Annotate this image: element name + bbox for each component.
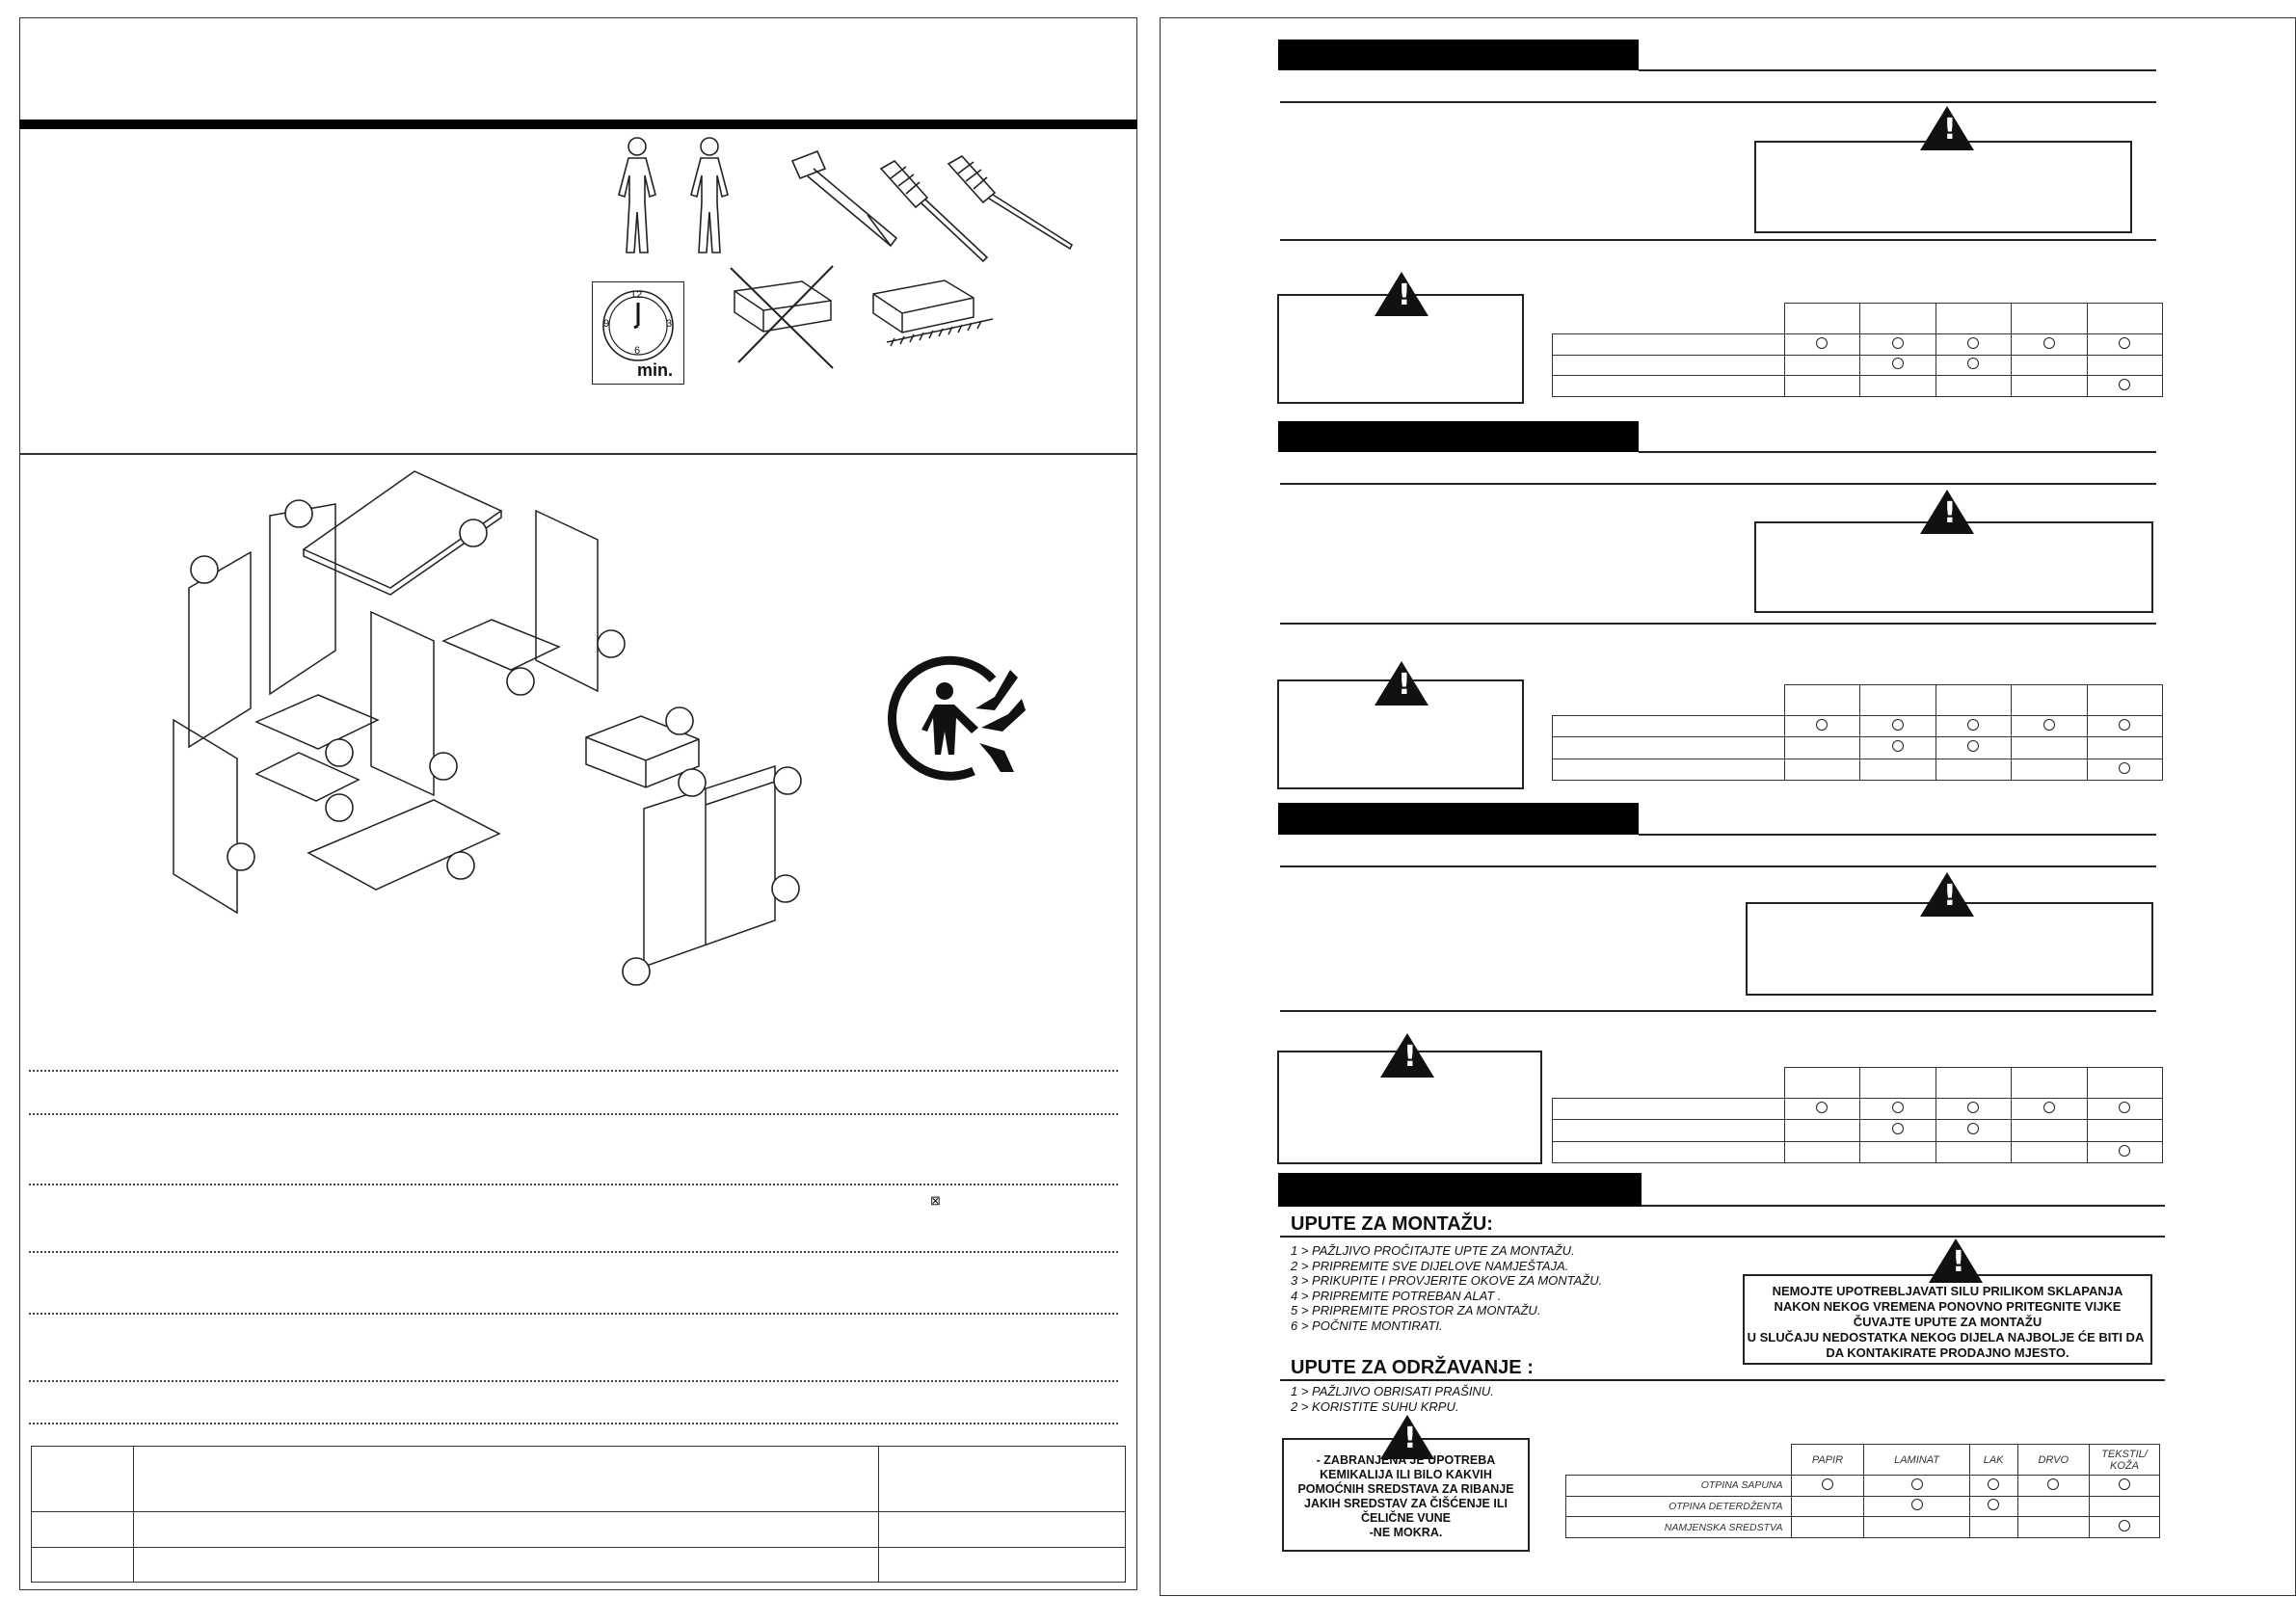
clock-number-9: 9 [603, 318, 610, 330]
resistance-table-blank [1552, 1067, 2163, 1163]
check-circle-icon [1911, 1478, 1923, 1490]
dotted-line [29, 1184, 1118, 1185]
warning-box [1754, 521, 2153, 613]
table-row [1566, 1496, 2160, 1517]
column-header: LAMINAT [1864, 1445, 1969, 1476]
check-circle-icon [1988, 1478, 1999, 1490]
section-4-rule [1642, 1205, 2165, 1207]
dotted-line [29, 1313, 1118, 1315]
phillips-screwdriver-icon [945, 154, 1080, 251]
resistance-table-blank [1552, 684, 2163, 781]
section-2-divider-2 [1280, 623, 2156, 625]
section-2-title-bar [1278, 421, 1639, 452]
assembly-step: 6 > POČNITE MONTIRATI. [1291, 1318, 1443, 1333]
maintenance-title: UPUTE ZA ODRŽAVANJE : [1291, 1357, 1534, 1378]
dotted-line [29, 1251, 1118, 1253]
assembly-step: 3 > PRIKUPITE I PROVJERITE OKOVE ZA MONTAŽU. [1291, 1273, 1603, 1288]
cleaning-warning-line: KEMIKALIJA ILI BILO KAKVIH [1320, 1468, 1492, 1481]
assembly-warning-line: U SLUČAJU NEDOSTATKA NEKOG DIJELA NAJBOLJE ĆE BITI DA [1747, 1330, 2145, 1344]
warning-triangle-icon: ! [1929, 1238, 1983, 1283]
dotted-line [29, 1113, 1118, 1115]
dotted-line [29, 1070, 1118, 1072]
drawer-on-floor-icon [868, 275, 998, 361]
column-header: PAPIR [1791, 1445, 1864, 1476]
assembly-step: 4 > PRIPREMITE POTREBAN ALAT . [1291, 1288, 1502, 1303]
table-row [1566, 1476, 2160, 1497]
warning-triangle-icon: ! [1375, 661, 1428, 706]
assembly-warning-line: NEMOJTE UPOTREBLJAVATI SILU PRILIKOM SKLAPANJA [1772, 1284, 2123, 1298]
assembly-step: 5 > PRIPREMITE PROSTOR ZA MONTAŽU. [1291, 1303, 1541, 1318]
section-3-title-bar [1278, 803, 1639, 835]
two-persons-icon [605, 135, 750, 255]
check-circle-icon [1822, 1478, 1833, 1490]
check-circle-icon [1911, 1499, 1923, 1510]
clock-number-12: 12 [630, 289, 643, 301]
resistance-table-blank [1552, 303, 2163, 397]
row-label: NAMJENSKA SREDSTVA [1566, 1517, 1792, 1538]
left-header-bar [19, 120, 1137, 129]
section-3-rule [1639, 834, 2156, 836]
row-label: OTPINA SAPUNA [1566, 1476, 1792, 1497]
assembly-steps [1291, 1243, 1602, 1333]
assembly-title-rule [1280, 1236, 2165, 1238]
section-2-divider [1280, 483, 2156, 485]
column-header: DRVO [2017, 1445, 2090, 1476]
column-header: TEKSTIL/ KOŽA [2090, 1445, 2160, 1476]
left-section-divider [19, 453, 1137, 455]
cleaning-warning-line: ČELIČNE VUNE [1360, 1511, 1452, 1525]
cleaning-warning-line: POMOĆNIH SREDSTAVA ZA RIBANJE [1297, 1482, 1514, 1496]
assembly-step: 1 > PAŽLJIVO PROČITAJTE UPTE ZA MONTAŽU. [1291, 1243, 1575, 1258]
exploded-furniture-diagram [154, 467, 829, 1007]
warning-triangle-icon: ! [1380, 1415, 1434, 1459]
assembly-warning-line: DA KONTAKIRATE PRODAJNO MJESTO. [1826, 1345, 2069, 1360]
warning-box [1754, 141, 2132, 233]
row-label: OTPINA DETERDŽENTA [1566, 1496, 1792, 1517]
assembly-warning-text [1743, 1284, 2152, 1361]
maintenance-step: 2 > KORISTITE SUHU KRPU. [1291, 1398, 1459, 1414]
warning-triangle-icon: ! [1920, 106, 1974, 150]
section-2-rule [1639, 451, 2156, 453]
check-circle-icon [2119, 1478, 2130, 1490]
maintenance-step: 1 > PAŽLJIVO OBRISATI PRAŠINU. [1291, 1384, 1494, 1398]
assembly-warning-line: ČUVAJTE UPUTE ZA MONTAŽU [1853, 1315, 2042, 1329]
dotted-line [29, 1423, 1118, 1424]
left-info-table [31, 1446, 1126, 1583]
table-row [1566, 1517, 2160, 1538]
envelope-icon: ⊠ [930, 1193, 941, 1208]
check-circle-icon [1988, 1499, 1999, 1510]
assembly-warning-line: NAKON NEKOG VREMENA PONOVNO PRITEGNITE VIJKE [1774, 1299, 2122, 1314]
section-1-title-bar [1278, 40, 1639, 70]
assembly-title: UPUTE ZA MONTAŽU: [1291, 1213, 1493, 1235]
column-header: LAK [1969, 1445, 2017, 1476]
clock-number-3: 3 [666, 318, 673, 330]
warning-triangle-icon: ! [1380, 1033, 1434, 1078]
dotted-line [29, 1380, 1118, 1382]
maintenance-title-rule [1280, 1379, 2165, 1381]
warning-triangle-icon: ! [1920, 490, 1974, 534]
crossed-drawer-icon [725, 262, 841, 373]
maintenance-steps [1291, 1384, 1494, 1414]
clock-label: min. [637, 360, 674, 380]
section-1-divider [1280, 101, 2156, 103]
recycling-logo-icon [887, 651, 1031, 785]
check-circle-icon [2119, 1520, 2130, 1531]
warning-triangle-icon: ! [1375, 272, 1428, 316]
section-4-title-bar [1278, 1173, 1642, 1207]
section-1-rule [1639, 69, 2156, 71]
assembly-step: 2 > PRIPREMITE SVE DIJELOVE NAMJEŠTAJA. [1291, 1258, 1569, 1273]
clock-number-6: 6 [634, 345, 641, 357]
section-3-divider-2 [1280, 1010, 2156, 1012]
warning-triangle-icon: ! [1920, 872, 1974, 917]
cleaning-warning-line: JAKIH SREDSTAV ZA ČIŠĆENJE ILI [1304, 1497, 1508, 1510]
cleaning-warning-text [1282, 1453, 1530, 1540]
section-1-divider-2 [1280, 239, 2156, 241]
resistance-table [1565, 1444, 2160, 1538]
cleaning-warning-line: - ZABRANJENA JE UPOTREBA [1316, 1453, 1496, 1467]
section-3-divider [1280, 865, 2156, 867]
check-circle-icon [2047, 1478, 2059, 1490]
cleaning-warning-line: -NE MOKRA. [1369, 1526, 1443, 1539]
